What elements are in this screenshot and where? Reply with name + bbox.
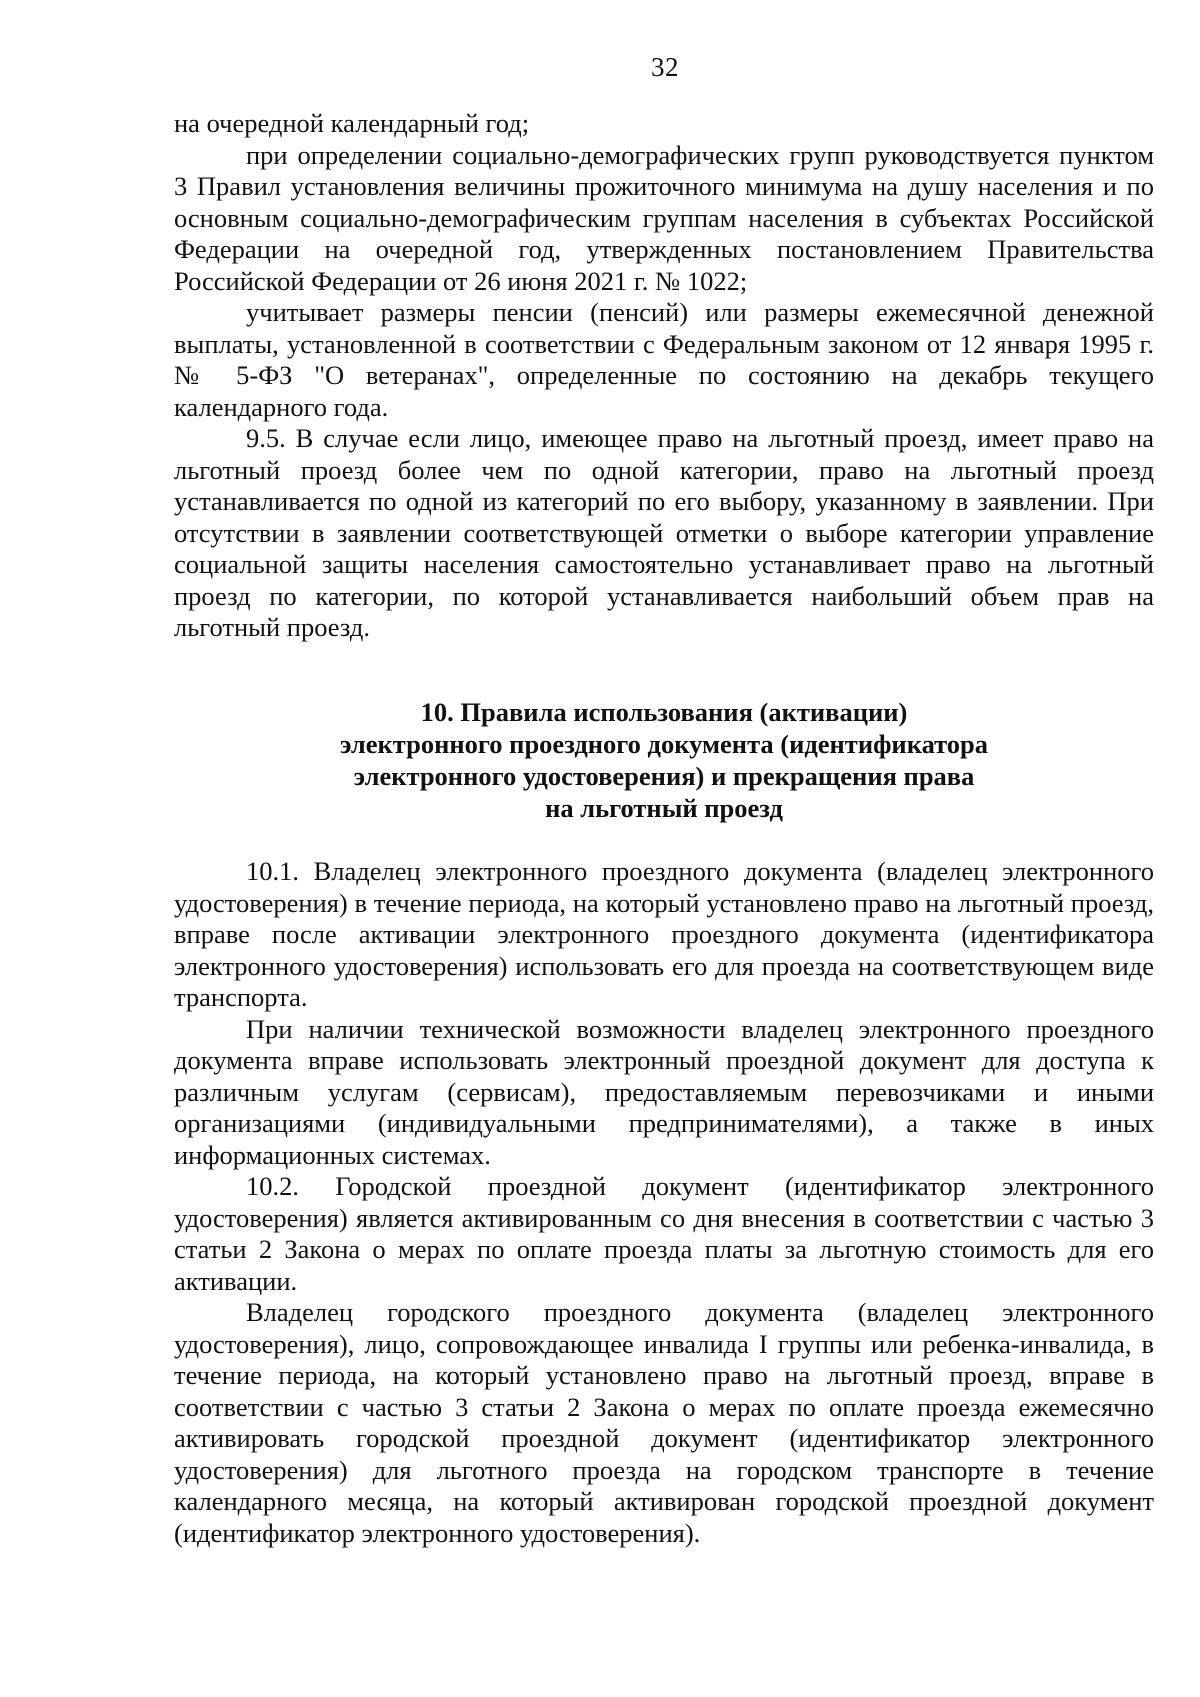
paragraph: на очередной календарный год; [174,108,530,138]
paragraph: При наличии технической возможности владелец электронного проездного документа вправе использовать электронный проездной документ для доступа к различным услугам (сервисам), предоставляемым перевозчиками и иными организациями (индивидуальными предпринимателями), а также в иных информационных системах. [174,1013,1154,1170]
paragraph: учитывает размеры пенсии (пенсий) или размеры ежемесячной денежной выплаты, установленной в соответствии с Федеральным законом от 12 января 1995 г. № 5-ФЗ "О ветеранах", определенные по состоянию на декабрь текущего календарного года. [174,297,1154,422]
heading-line: на льготный проезд [545,793,783,823]
paragraph: Владелец городского проездного документа (владелец электронного удостоверения), лицо, сопровождающее инвалида I группы или ребенка-инвалида, в течение периода, на который установлено право на льготный проезд, вправе в соответствии с частью 3 статьи 2 Закона о мерах по оплате проезда ежемесячно активировать городской проездной документ (идентификатор электронного удостоверения) для льготного проезда на городском транспорте в течение календарного месяца, на который активирован городской проездной документ (идентификатор электронного удостоверения). [174,1297,1154,1548]
top-text-block [174,108,1154,644]
paragraph-10-1: 10.1. Владелец электронного проездного документа (владелец электронного удостоверения) в течение периода, на который установлено право на льготный проезд, вправе после активации электронного проездного документа (идентификатора электронного удостоверения) использовать его для проезда на соответствующем виде транспорта. [174,856,1154,1012]
heading-line: электронного удостоверения) и прекращения права [353,761,975,791]
page-number: 32 [651,52,679,82]
paragraph: при определении социально-демографических групп руководствуется пунктом 3 Правил установления величины прожиточного минимума на душу населения и по основным социально-демографическим группам населения в субъектах Российской Федерации на очередной год, утвержденных постановлением Правительства Российской Федерации от 26 июня 2021 г. № 1022; [174,139,1154,296]
section-text-block [174,856,1154,1549]
heading-line: электронного проездного документа (идентификатора [339,729,989,759]
section-heading [174,696,1154,824]
paragraph-9-5: 9.5. В случае если лицо, имеющее право на льготный проезд, имеет право на льготный проезд более чем по одной категории, право на льготный проезд устанавливается по одной из категорий по его выбору, указанному в заявлении. При отсутствии в заявлении соответствующей отметки о выборе категории управление социальной защиты населения самостоятельно устанавливает право на льготный проезд по категории, по которой устанавливается наибольший объем прав на льготный проезд. [174,423,1154,642]
paragraph-10-2: 10.2. Городской проездной документ (идентификатор электронного удостоверения) является активированным со дня внесения в соответствии с частью 3 статьи 2 Закона о мерах по оплате проезда платы за льготную стоимость для его активации. [174,1171,1154,1296]
heading-line: 10. Правила использования (активации) [420,697,908,727]
